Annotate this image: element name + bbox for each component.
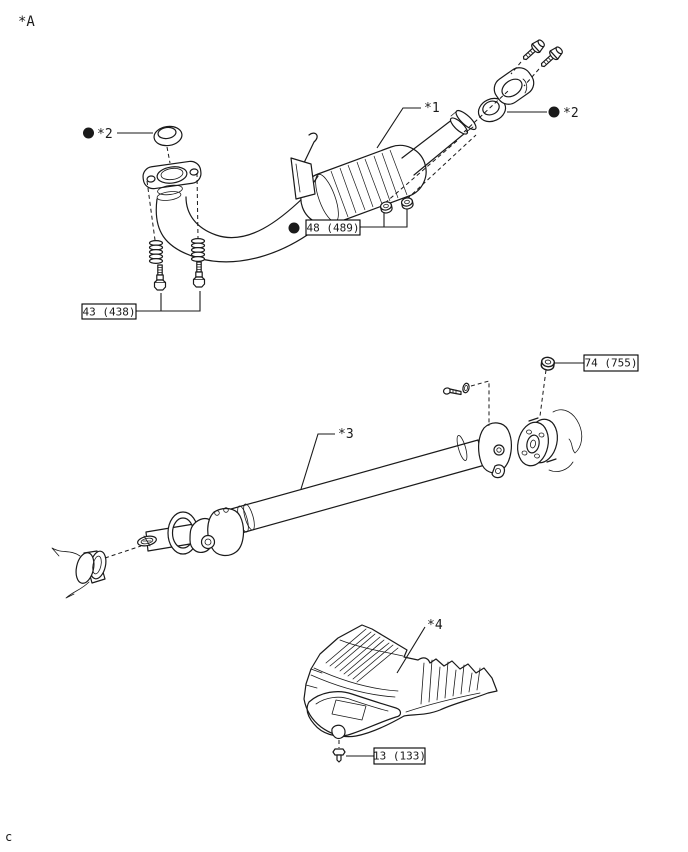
gasket-align-dash bbox=[167, 147, 170, 163]
flange-yoke bbox=[479, 423, 512, 478]
nonreusable-bullet-icon bbox=[83, 128, 94, 139]
engine-under-cover-assembly bbox=[304, 618, 497, 764]
compression-spring bbox=[150, 241, 163, 264]
coupling-sleeve bbox=[52, 548, 108, 598]
exhaust-front-pipe-assembly bbox=[82, 38, 579, 319]
universal-joint bbox=[190, 508, 243, 556]
mount-tab bbox=[332, 725, 345, 738]
hanger-bracket bbox=[291, 133, 317, 199]
yoke-bolt-and-washer bbox=[443, 381, 489, 426]
bracket-bolt bbox=[520, 38, 546, 63]
torque-value-48: 48 (489) bbox=[306, 221, 360, 235]
inlet-flange bbox=[142, 160, 202, 202]
propeller-shaft-assembly bbox=[52, 355, 638, 598]
companion-flange bbox=[514, 416, 561, 468]
torque-value-74: 74 (755) bbox=[584, 356, 638, 370]
part2-left-label: *2 bbox=[97, 127, 113, 142]
callout-gasket-right bbox=[507, 106, 579, 121]
figure-corner-label: *A bbox=[18, 14, 35, 30]
torque-value-43: 43 (438) bbox=[82, 305, 136, 319]
spring-bolt bbox=[155, 265, 166, 290]
sleeve-align-dash bbox=[105, 546, 141, 558]
nonreusable-bullet-icon bbox=[549, 107, 560, 118]
flange-nut bbox=[541, 357, 555, 371]
shaft-tube bbox=[231, 435, 485, 534]
part2-right-label: *2 bbox=[563, 106, 579, 121]
part1-label: *1 bbox=[424, 101, 440, 116]
torque-callout-74 bbox=[555, 355, 638, 371]
callout-gasket-left bbox=[83, 127, 153, 142]
flange-bolt-hole bbox=[147, 175, 156, 182]
exhaust-gasket-left bbox=[153, 125, 183, 148]
torque-value-13: 13 (133) bbox=[373, 749, 426, 763]
under-cover bbox=[304, 625, 497, 738]
compression-spring bbox=[192, 239, 205, 262]
torque-callout-13 bbox=[346, 748, 426, 764]
nonreusable-bullet-icon bbox=[289, 223, 300, 234]
callout-front-pipe bbox=[377, 101, 440, 148]
spring-bolt bbox=[194, 262, 205, 287]
cover-bolt bbox=[333, 749, 345, 762]
nut-align-dash bbox=[540, 370, 546, 416]
part3-label: *3 bbox=[338, 427, 354, 442]
torque-callout-43 bbox=[82, 291, 200, 319]
figure-footer-label: c bbox=[5, 830, 13, 844]
part4-label: *4 bbox=[427, 618, 443, 633]
